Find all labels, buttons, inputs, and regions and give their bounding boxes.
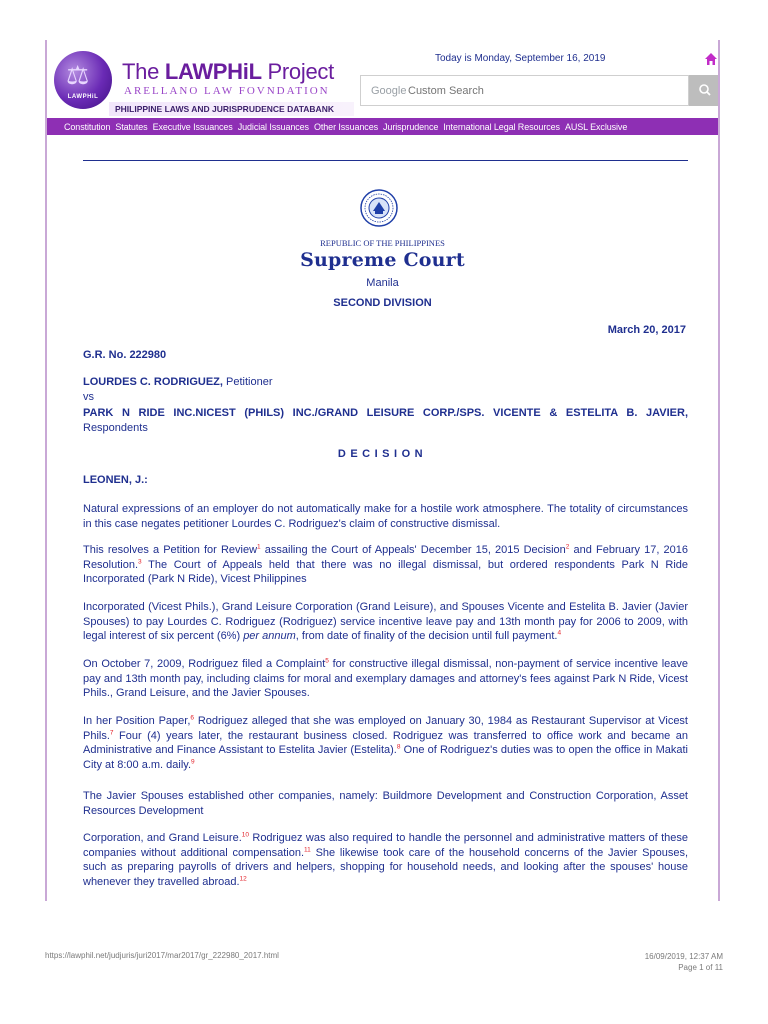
petitioner-line: LOURDES C. RODRIGUEZ, Petitioner — [83, 376, 273, 388]
horizontal-rule — [83, 160, 688, 161]
ponente: LEONEN, J.: — [83, 474, 148, 486]
nav-jurisprudence[interactable]: Jurisprudence — [383, 121, 439, 132]
page-counter: Page 1 of 11 — [678, 963, 723, 972]
versus-label: vs — [83, 391, 94, 403]
footnote-ref[interactable]: 2 — [565, 543, 570, 551]
nav-international-legal-resources[interactable]: International Legal Resources — [443, 121, 560, 132]
logo-label: LAWPHiL — [67, 94, 99, 100]
gr-number: G.R. No. 222980 — [83, 349, 167, 361]
today-date: Today is Monday, September 16, 2019 — [435, 53, 606, 64]
paragraph-2: This resolves a Petition for Review$^1$ assailing the Court of Appeals' December 15, 2015 Decision$^2$ and February 17, 2016 Resolution.$^3$ The Court of Appeals held that there was no illegal dismissal, but ordered respondents Park N Ride Incorporated (Park N Ride), Vicest Philippines — [83, 543, 689, 586]
footnote-ref[interactable]: 6 — [190, 714, 195, 722]
brand-subtitle: ARELLANO LAW FOVNDATION — [124, 85, 330, 97]
footnote-ref[interactable]: 4 — [557, 629, 562, 637]
search-button[interactable] — [689, 75, 720, 106]
court-name: Supreme Court — [300, 249, 465, 271]
footnote-ref[interactable]: 10 — [241, 831, 249, 839]
paragraph-4: On October 7, 2009, Rodriguez filed a Complaint$^5$ for constructive illegal dismissal, non-payment of service incentive leave pay and 13th month pay, including claims for moral and exemplary damages and attorney's fees against Park N Ride, Vicest Phils., Grand Leisure, and the Javier Spouses. — [83, 657, 688, 700]
scales-of-justice-icon: ⚖ — [66, 61, 90, 91]
google-logo: Google — [371, 85, 407, 97]
brand-title[interactable]: The LAWPHiL Project — [122, 59, 334, 84]
paragraph-5: In her Position Paper,$^6$ Rodriguez alleged that she was employed on January 30, 1984 as Restaurant Supervisor at Vicest Phils.$^7$ Four (4) years later, the restaurant business closed. Rodriguez was transferred to office work and became an Administrative and Finance Assistant to Estelita Javier (Estelita).$^8$ One of Rodriguez's duties was to open the office in Makati City at 8:00 a.m. daily.$^9$ — [83, 714, 688, 771]
decision-heading: DECISION — [337, 448, 428, 460]
print-footer-info — [645, 951, 723, 973]
search-field[interactable] — [360, 75, 689, 106]
print-footer-url: https://lawphil.net/judjuris/juri2017/mar2017/gr_222980_2017.html — [45, 951, 279, 960]
paragraph-3: Incorporated (Vicest Phils.), Grand Leisure Corporation (Grand Leisure), and Spouses Vicente and Estelita B. Javier (Javier Spouses) to pay Lourdes C. Rodriguez (Rodriguez) service incentive leave pay and 13th month pay for 2006 to 2009, with legal interest of six percent (6%) per annum, from date of finality of the decision until full payment.$^4$ — [83, 601, 688, 643]
paragraph-6: The Javier Spouses established other companies, namely: Buildmore Development and Construction Corporation, Asset Resources Development — [83, 790, 688, 817]
supreme-court-seal-icon — [360, 189, 398, 227]
nav-other-issuances[interactable]: Other Issuances — [313, 121, 379, 132]
footnote-ref[interactable]: 12 — [239, 875, 247, 883]
search-input[interactable] — [408, 81, 678, 100]
document-page — [45, 40, 720, 901]
lawphil-logo[interactable] — [54, 51, 112, 109]
footnote-ref[interactable]: 8 — [396, 743, 401, 751]
republic-heading: REPUBLIC OF THE PHILIPPINES — [320, 238, 445, 248]
home-icon[interactable] — [704, 52, 718, 66]
footnote-ref[interactable]: 5 — [325, 657, 329, 665]
footnote-ref[interactable]: 1 — [257, 543, 261, 551]
nav-ausl-exclusive[interactable]: AUSL Exclusive — [564, 121, 628, 132]
decision-date: March 20, 2017 — [607, 324, 686, 336]
magnifier-icon — [689, 75, 720, 106]
footnote-ref[interactable]: 7 — [109, 728, 114, 736]
paragraph-1: Natural expressions of an employer do not automatically make for a hostile work atmosphere. The totality of circumstances in this case negates petitioner Lourdes C. Rodriguez's claim of constructive dismissal. — [83, 503, 688, 530]
footnote-ref[interactable]: 3 — [138, 557, 142, 565]
nav-judicial-issuances[interactable]: Judicial Issuances — [237, 121, 309, 132]
respondents-line: PARK N RIDE INC.NICEST (PHILS) INC./GRAND LEISURE CORP./SPS. VICENTE & ESTELITA B. JAVIER, Respondents — [83, 407, 688, 434]
paragraph-7: Corporation, and Grand Leisure.$^{10}$ Rodriguez was also required to handle the personnel and administrative matters of these companies without additional compensation.$^{11}$ She likewise took care of the household concerns of the Javier Spouses, such as preparing payrolls of drivers and helpers, shopping for household needs, and looking after the spouses' house whenever they travelled abroad.$^{12}$ — [83, 831, 688, 888]
court-city: Manila — [366, 277, 399, 289]
nav-statutes[interactable]: Statutes — [115, 121, 148, 132]
court-division: SECOND DIVISION — [333, 297, 432, 309]
print-timestamp: 16/09/2019, 12:37 AM — [644, 952, 723, 961]
nav-executive-issuances[interactable]: Executive Issuances — [152, 121, 233, 132]
main-nav — [47, 118, 718, 135]
footnote-ref[interactable]: 9 — [191, 758, 195, 766]
footnote-ref[interactable]: 11 — [304, 845, 311, 853]
databank-banner: PHILIPPINE LAWS AND JURISPRUDENCE DATABANK — [109, 102, 354, 116]
nav-constitution[interactable]: Constitution — [64, 121, 111, 132]
